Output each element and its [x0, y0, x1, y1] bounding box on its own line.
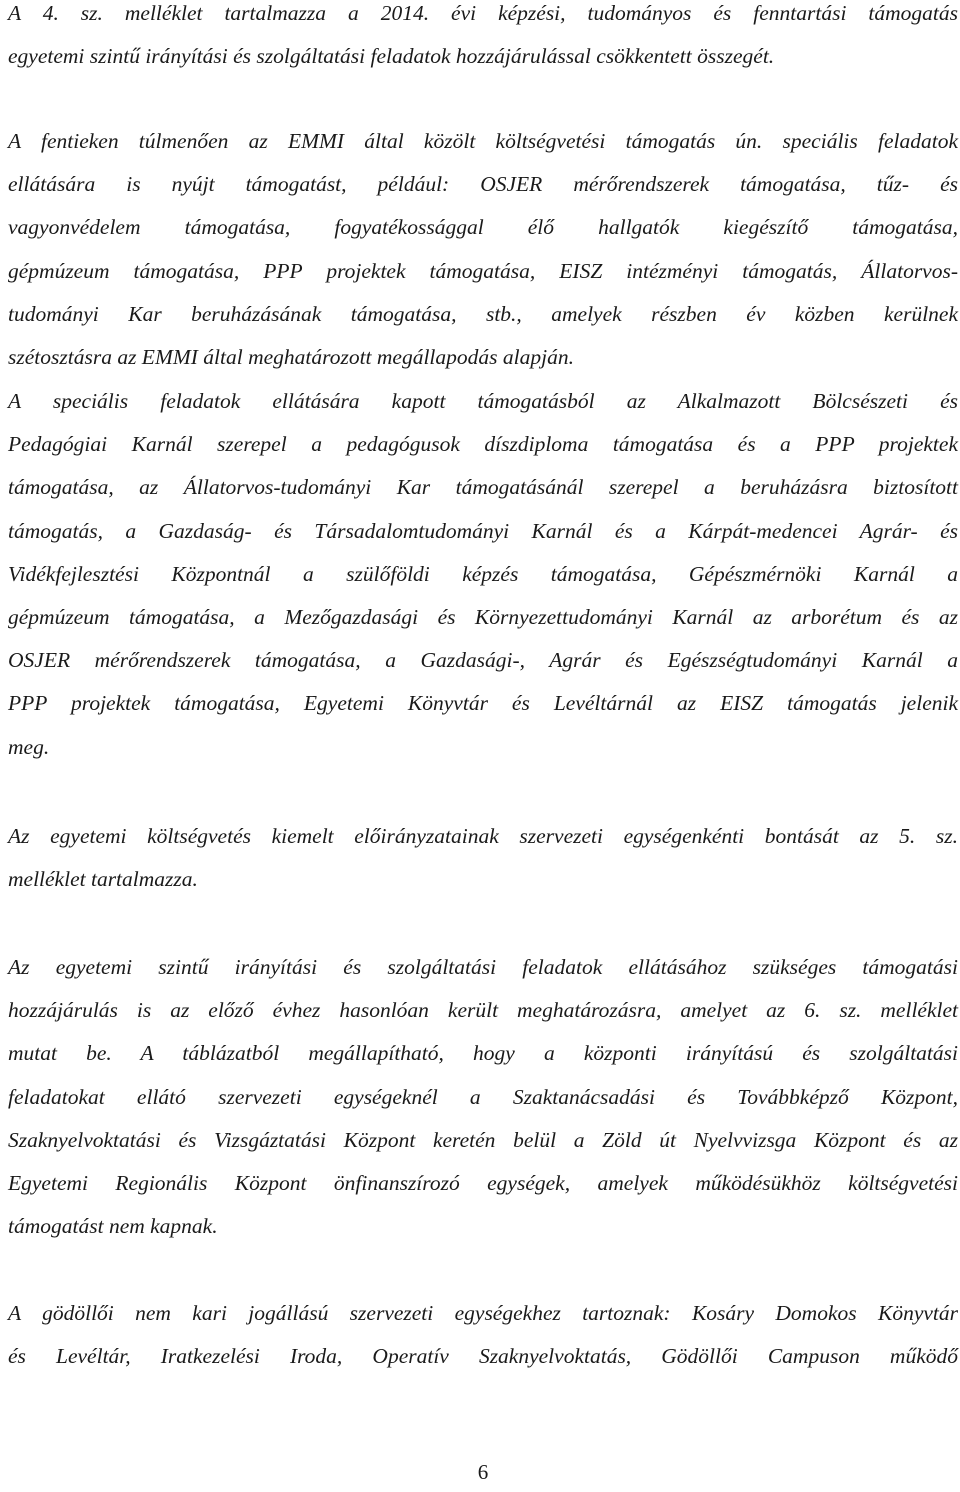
- text-line: egyetemi szintű irányítási és szolgáltatási feladatok hozzájárulással csökkentett összegét.: [8, 44, 775, 69]
- text-line: feladatokat ellátó szervezeti egységeknél a Szaktanácsadási és Továbbképző Központ,: [8, 1084, 958, 1109]
- text-line: melléklet tartalmazza.: [8, 867, 198, 892]
- text-line: A 4. sz. melléklet tartalmazza a 2014. évi képzési, tudományos és fenntartási támogatás: [8, 1, 958, 25]
- text-line: vagyonvédelem támogatása, fogyatékossággal élő hallgatók kiegészítő támogatása,: [8, 215, 958, 240]
- text-line: Egyetemi Regionális Központ önfinanszírozó egységek, amelyek működésükhöz költségvetési: [8, 1170, 958, 1195]
- text-line: és Levéltár, Iratkezelési Iroda, Operatív Szaknyelvoktatás, Gödöllői Campuson működő: [8, 1344, 958, 1369]
- paragraph-attachment-5: [8, 815, 958, 901]
- text-line: támogatása, az Állatorvos-tudományi Kar támogatásánál szerepel a beruházásra biztosított: [8, 475, 958, 500]
- text-line: A fentieken túlmenően az EMMI által közölt költségvetési támogatás ún. speciális feladatok: [8, 129, 958, 153]
- text-line: támogatás, a Gazdaság- és Társadalomtudományi Karnál és a Kárpát-medencei Agrár- és: [8, 518, 958, 543]
- page-number: 6: [477, 1460, 489, 1484]
- text-line: tudományi Kar beruházásának támogatása, stb., amelyek részben év közben kerülnek: [8, 301, 958, 326]
- text-line: ellátására is nyújt támogatást, például: OSJER mérőrendszerek támogatása, tűz- és: [8, 172, 958, 197]
- text-line: szétosztásra az EMMI által meghatározott megállapodás alapján.: [8, 344, 574, 369]
- paragraph-attachment-4: [8, 0, 958, 78]
- text-line: OSJER mérőrendszerek támogatása, a Gazdasági-, Agrár és Egészségtudományi Karnál a: [8, 648, 958, 673]
- text-line: gépmúzeum támogatása, a Mezőgazdasági és Környezettudományi Karnál az arborétum és az: [8, 604, 958, 629]
- text-line: meg.: [8, 734, 50, 759]
- text-line: gépmúzeum támogatása, PPP projektek támogatása, EISZ intézményi támogatás, Állatorvos-: [8, 258, 958, 283]
- paragraph-special-tasks-allocation: [8, 380, 958, 769]
- text-line: hozzájárulás is az előző évhez hasonlóan került meghatározásra, amelyet az 6. sz. melléklet: [8, 998, 958, 1023]
- paragraph-special-tasks: [8, 120, 958, 379]
- text-line: támogatást nem kapnak.: [8, 1214, 218, 1239]
- text-line: Az egyetemi szintű irányítási és szolgáltatási feladatok ellátásához szükséges támogatási: [8, 955, 958, 979]
- text-line: mutat be. A táblázatból megállapítható, hogy a központi irányítású és szolgáltatási: [8, 1041, 958, 1066]
- text-line: A gödöllői nem kari jogállású szervezeti egységekhez tartoznak: Kosáry Domokos Könyvtár: [8, 1301, 958, 1325]
- text-line: Vidékfejlesztési Központnál a szülőföldi képzés támogatása, Gépészmérnöki Karnál a: [8, 561, 958, 586]
- text-line: Pedagógiai Karnál szerepel a pedagógusok díszdiploma támogatása és a PPP projektek: [8, 432, 958, 457]
- paragraph-godollo-units: [8, 1292, 958, 1378]
- text-line: Szaknyelvoktatási és Vizsgáztatási Központ keretén belül a Zöld út Nyelvvizsga Központ és az: [8, 1127, 958, 1152]
- text-line: PPP projektek támogatása, Egyetemi Könyvtár és Levéltárnál az EISZ támogatás jelenik: [8, 691, 958, 716]
- document-page: [8, 0, 958, 1492]
- paragraph-attachment-6: [8, 946, 958, 1248]
- text-line: Az egyetemi költségvetés kiemelt előirányzatainak szervezeti egységenkénti bontását az 5. sz.: [8, 824, 958, 848]
- text-line: A speciális feladatok ellátására kapott támogatásból az Alkalmazott Bölcsészeti és: [8, 389, 958, 413]
